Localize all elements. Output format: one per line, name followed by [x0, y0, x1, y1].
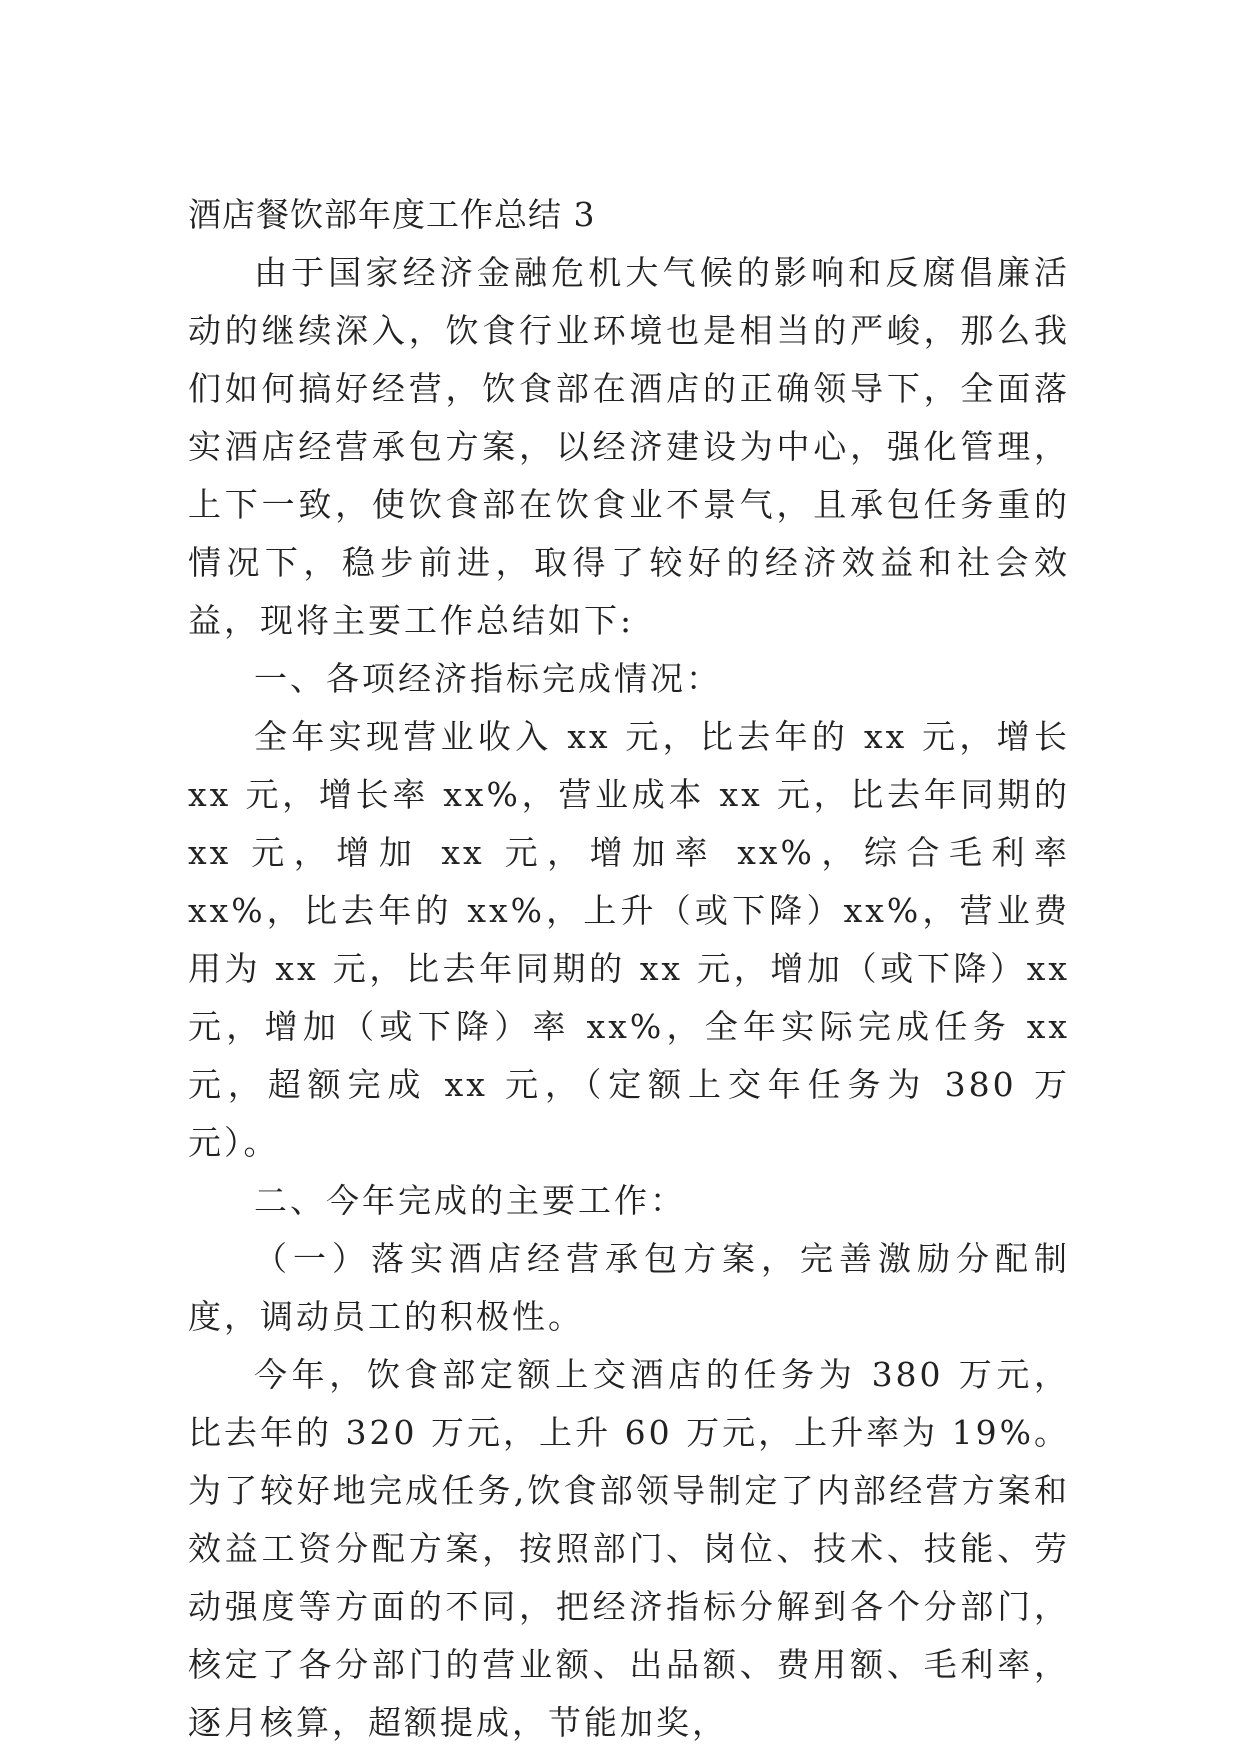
- section-heading-economic-indicators: 一、各项经济指标完成情况：: [254, 659, 722, 698]
- paragraph-economic-indicators: 全年实现营业收入 xx 元，比去年的 xx 元，增长 xx 元，增长率 xx%，营业成本 xx 元，比去年同期的 xx 元，增加 xx 元，增加率 xx%，综合毛利率 xx%，比去年的 xx%，上升（或下降）xx%，营业费用为 xx 元，比去年同期的 xx 元，增加（或下降）xx 元，增加（或下降）率 xx%，全年实际完成任务 xx 元，超额完成 xx 元，（定额上交年任务为 380 万元）。: [188, 717, 1070, 1162]
- document-title: 酒店餐饮部年度工作总结 3: [188, 195, 596, 234]
- section-heading-main-work: 二、今年完成的主要工作：: [254, 1181, 686, 1220]
- document-body: [188, 186, 1070, 1752]
- subsection-heading-contract-plan: （一）落实酒店经营承包方案，完善激励分配制度，调动员工的积极性。: [188, 1239, 1070, 1336]
- paragraph-contract-plan: 今年，饮食部定额上交酒店的任务为 380 万元，比去年的 320 万元，上升 60 万元，上升率为 19%。为了较好地完成任务,饮食部领导制定了内部经营方案和效益工资分配方案，按照部门、岗位、技术、技能、劳动强度等方面的不同，把经济指标分解到各个分部门，核定了各分部门的营业额、出品额、费用额、毛利率，逐月核算，超额提成，节能加奖，: [188, 1355, 1070, 1742]
- paragraph-intro: 由于国家经济金融危机大气候的影响和反腐倡廉活动的继续深入，饮食行业环境也是相当的严峻，那么我们如何搞好经营，饮食部在酒店的正确领导下，全面落实酒店经营承包方案，以经济建设为中心，强化管理，上下一致，使饮食部在饮食业不景气，且承包任务重的情况下，稳步前进，取得了较好的经济效益和社会效益，现将主要工作总结如下:: [188, 253, 1070, 640]
